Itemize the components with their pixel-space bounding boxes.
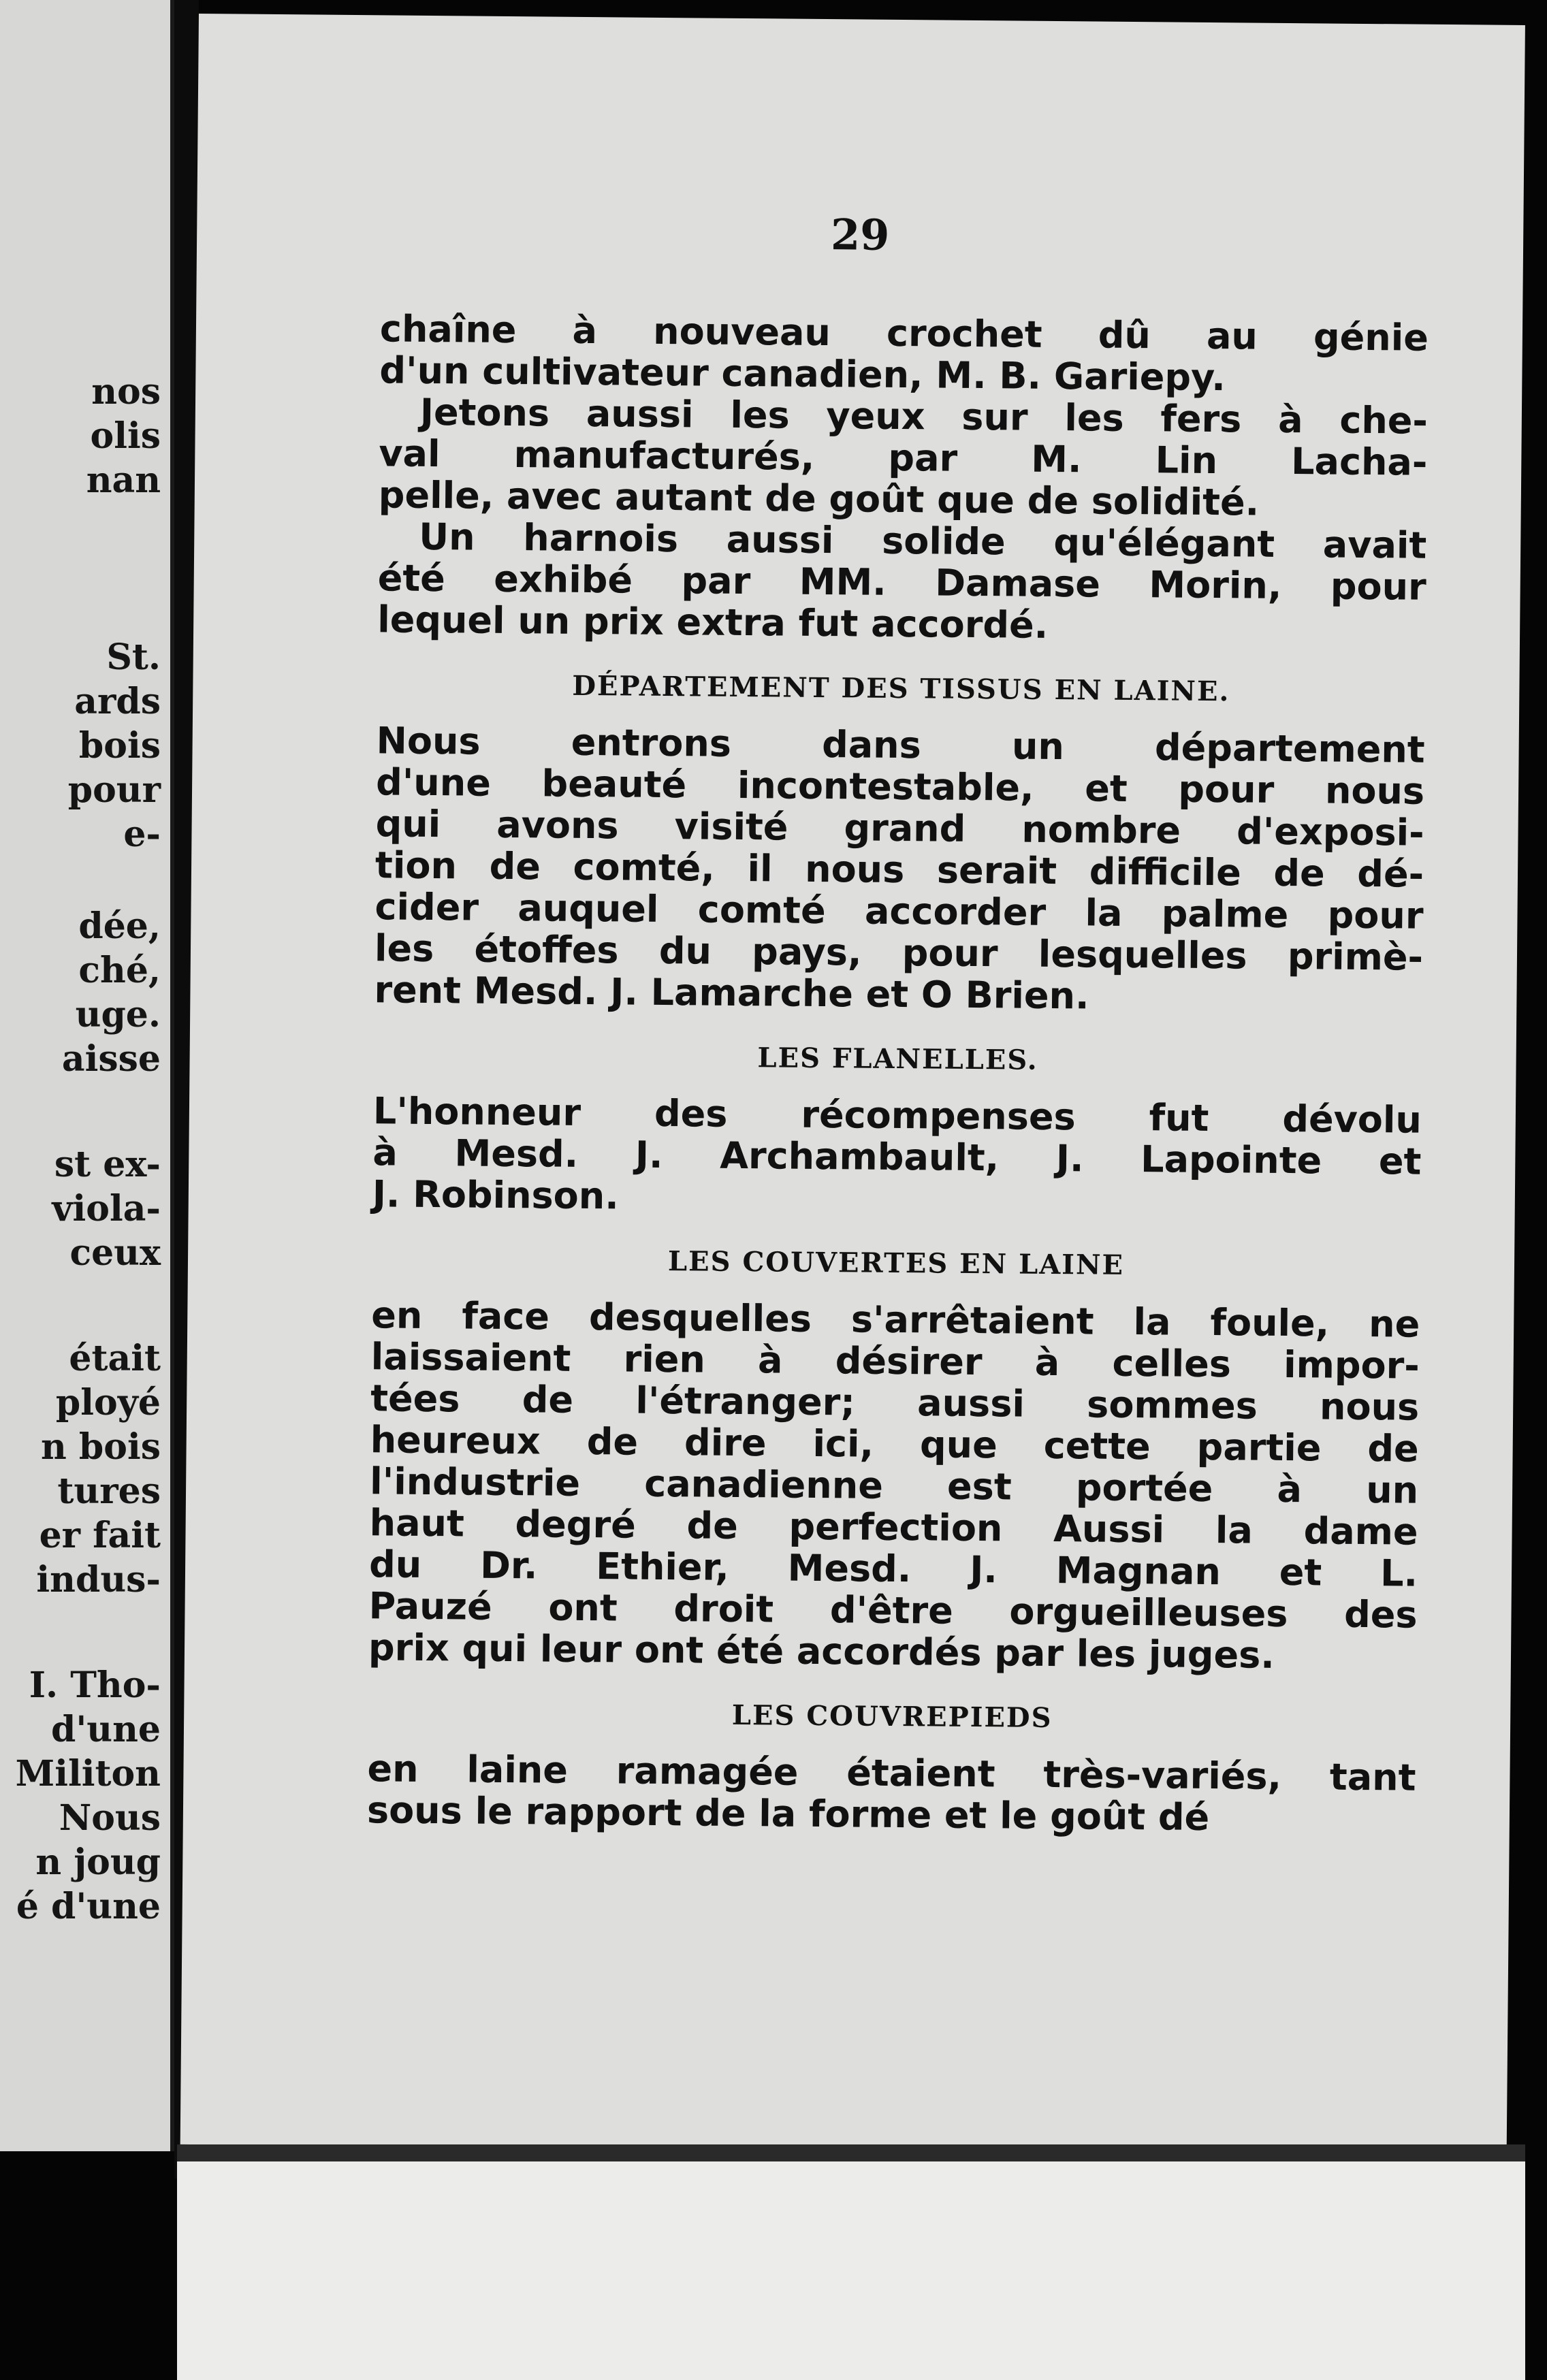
text-line: Pauzé ont droit d'être orgueilleuses des [368, 1584, 1418, 1637]
left-page-fragment: pour [67, 769, 161, 811]
text-line: en laine ramagée étaient très-variés, tant [367, 1747, 1416, 1799]
text-line: tées de l'étranger; aussi sommes nous [370, 1377, 1420, 1429]
left-page-fragment: olis [90, 415, 161, 457]
text-line: les étoffes du pays, pour lesquelles primè- [374, 927, 1424, 979]
left-page-fragment: n bois [41, 1426, 161, 1468]
left-page-fragment: aisse [61, 1038, 161, 1080]
text-line: haut degré de perfection Aussi la dame [369, 1501, 1418, 1554]
left-page-edge [0, 0, 174, 2151]
text-line: été exhibé par MM. Damase Morin, pour [377, 556, 1426, 609]
page-stack-edge [177, 2161, 1525, 2380]
text-line: L'honneur des récompenses fut dévolu [372, 1089, 1422, 1142]
left-page-fragment: e- [123, 814, 161, 855]
text-line: à Mesd. J. Archambault, J. Lapointe et [372, 1131, 1422, 1183]
page-body [367, 308, 1429, 1839]
section-heading: LES COUVERTES EN LAINE [667, 1245, 1125, 1281]
left-page-fragment: ployé [55, 1382, 161, 1424]
left-page-fragment: er fait [39, 1515, 161, 1556]
left-page-fragment: nan [86, 460, 161, 501]
text-line: Un harnois aussi solide qu'élégant avait [419, 515, 1427, 567]
paragraph [372, 1090, 1422, 1223]
text-line: d'un cultivateur canadien, M. B. Gariepy. [379, 349, 1226, 400]
left-page-fragment: nos [91, 371, 161, 413]
left-page-fragment: ards [74, 681, 161, 722]
text-line: pelle, avec autant de goût que de solidité. [378, 473, 1260, 524]
left-page-fragment: Militon [15, 1753, 161, 1795]
paragraph [374, 720, 1425, 1019]
left-page-fragment: n joug [35, 1842, 161, 1883]
left-page-fragment: d'une [51, 1709, 161, 1750]
text-line: J. Robinson. [372, 1172, 620, 1218]
text-line: d'une beauté incontestable, et pour nous [375, 760, 1425, 813]
text-line: tion de comté, il nous serait difficile de dé- [374, 843, 1424, 896]
text-line: laissaient rien à désirer à celles impor- [370, 1335, 1420, 1387]
left-page-fragment: tures [57, 1470, 161, 1512]
left-page-fragment: viola- [52, 1188, 161, 1229]
paragraph [377, 515, 1427, 649]
text-line: rent Mesd. J. Lamarche et O Brien. [374, 968, 1089, 1018]
paragraph [379, 391, 1429, 524]
left-page-fragment: uge. [75, 994, 161, 1035]
text-line: sous le rapport de la forme et le goût dé [366, 1788, 1210, 1839]
text-line: Nous entrons dans un département [376, 719, 1425, 771]
left-page-fragment: bois [78, 725, 161, 767]
left-page-fragment: St. [106, 637, 161, 678]
section-heading: DÉPARTEMENT DES TISSUS EN LAINE. [572, 669, 1230, 708]
text-line: Jetons aussi les yeux sur les fers à che- [419, 390, 1429, 443]
paragraph [367, 1748, 1416, 1839]
page-number: 29 [830, 210, 890, 260]
paragraph [368, 1294, 1420, 1677]
section-heading: LES COUVREPIEDS [731, 1699, 1053, 1735]
text-line: lequel un prix extra fut accordé. [377, 598, 1049, 647]
text-line: en face desquelles s'arrêtaient la foule, ne [371, 1293, 1420, 1346]
left-page-fragment: dée, [78, 905, 161, 947]
left-page-fragment: ché, [78, 950, 161, 991]
left-page-fragment: I. Tho- [29, 1665, 161, 1706]
text-line: qui avons visité grand nombre d'exposi- [375, 802, 1424, 854]
paragraph [379, 308, 1429, 400]
left-page-fragment: é d'une [16, 1886, 161, 1927]
left-page-fragment: était [69, 1338, 161, 1379]
text-line: cider auquel comté accorder la palme pour [374, 885, 1424, 937]
left-page-fragment: Nous [59, 1797, 161, 1839]
section-heading: LES FLANELLES. [757, 1042, 1038, 1076]
text-line: chaîne à nouveau crochet dû au génie [379, 307, 1429, 359]
text-line: prix qui leur ont été accordés par les juges. [368, 1626, 1275, 1677]
text-line: l'industrie canadienne est portée à un [369, 1460, 1419, 1512]
left-page-fragment: indus- [36, 1559, 161, 1601]
text-line: du Dr. Ethier, Mesd. J. Magnan et L. [368, 1543, 1418, 1595]
text-line: val manufacturés, par M. Lin Lacha- [379, 432, 1428, 484]
left-page-fragment: st ex- [54, 1144, 161, 1185]
left-page-fragment: ceux [69, 1232, 161, 1274]
book-page [180, 14, 1525, 2156]
text-line: heureux de dire ici, que cette partie de [370, 1418, 1419, 1470]
